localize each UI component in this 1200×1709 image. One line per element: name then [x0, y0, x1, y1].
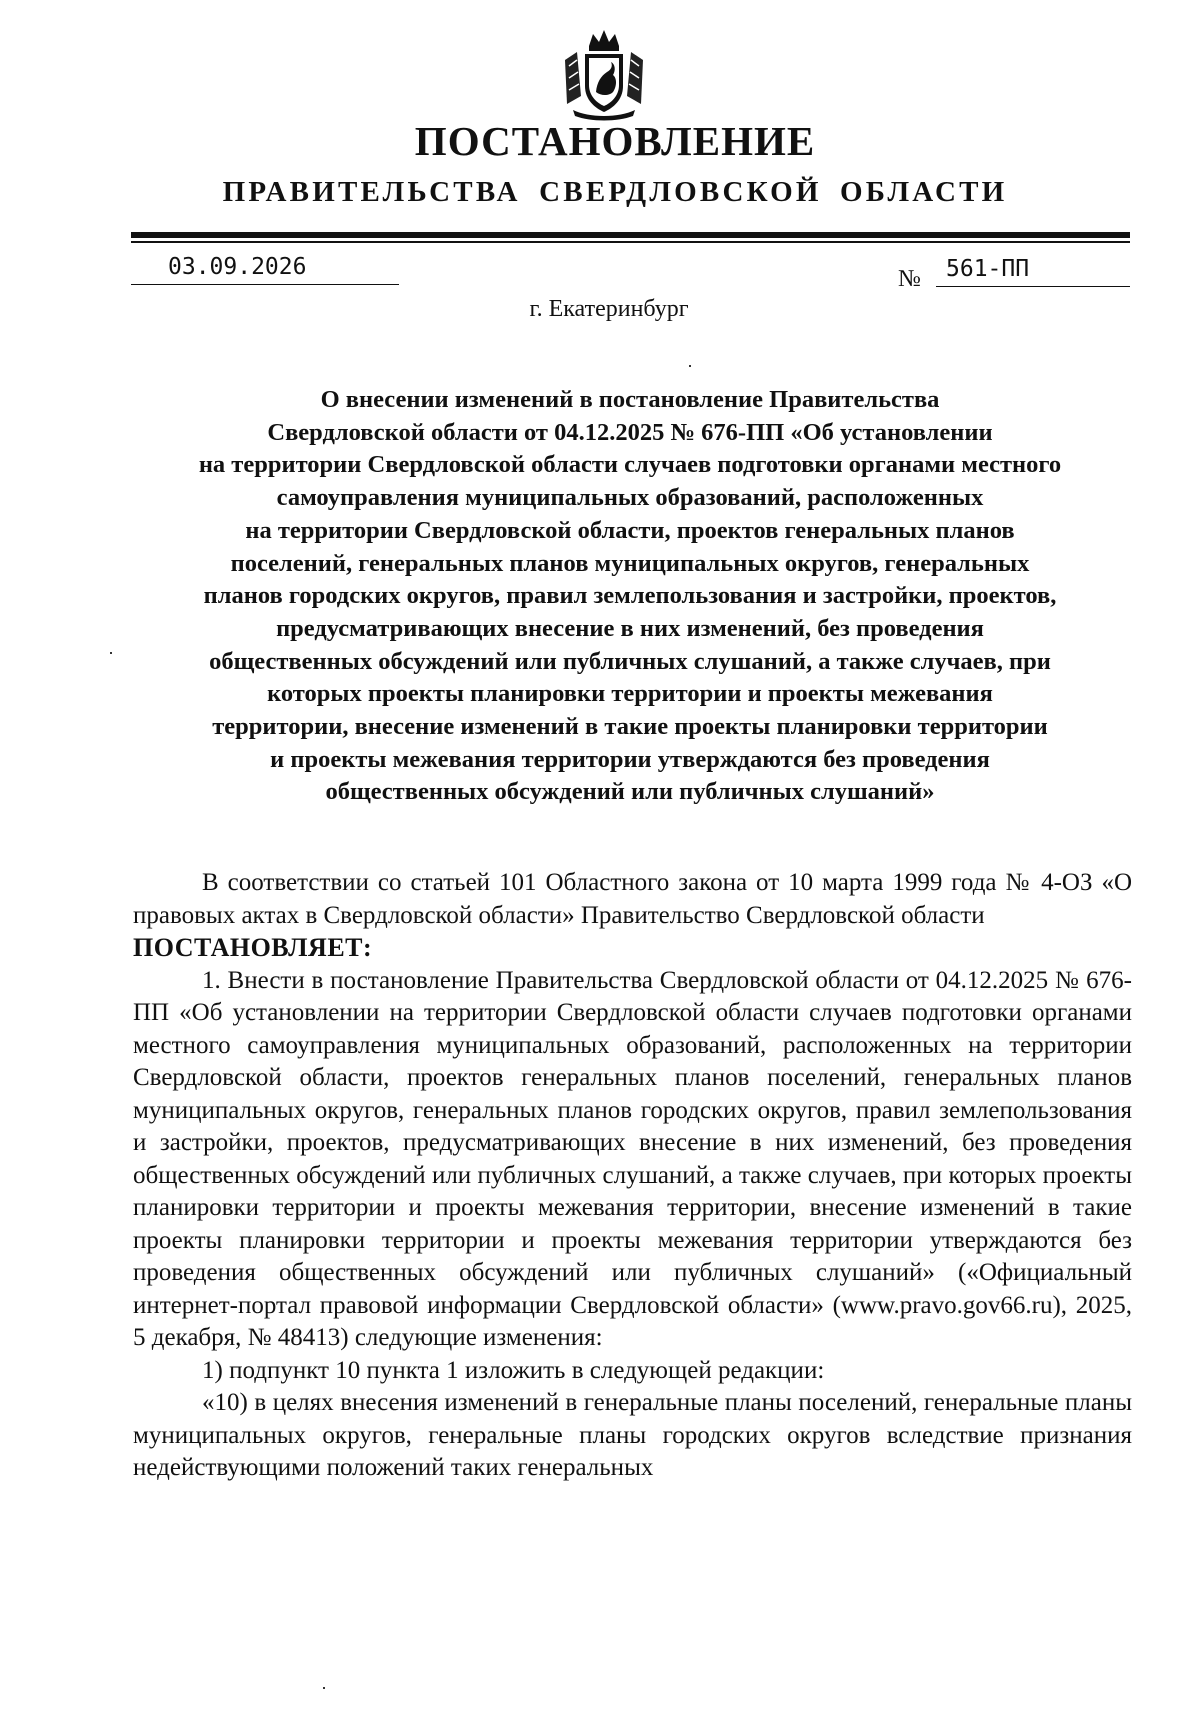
heading-line: и проекты межевания территории утверждаются без проведения [270, 745, 990, 773]
heading-line: на территории Свердловской области случаев подготовки органами местного [198, 451, 1062, 479]
coat-of-arms-icon [559, 26, 649, 122]
heading-line: самоуправления муниципальных образований, расположенных [276, 484, 984, 512]
preamble-paragraph: В соответствии со статьей 101 Областного закона от 10 марта 1999 года № 4-ОЗ «О правовых актах в Свердловской области» Правительство Свердловской области [133, 869, 1132, 929]
header-divider-thin [131, 241, 1130, 243]
heading-line: общественных обсуждений или публичных слушаний, а также случаев, при [209, 647, 1051, 675]
scan-speck [689, 365, 691, 367]
heading-line: на территории Свердловской области, проектов генеральных планов [245, 516, 1015, 544]
number-underline [936, 286, 1130, 287]
heading-line: поселений, генеральных планов муниципальных округов, генеральных [230, 549, 1030, 577]
heading-line: территории, внесение изменений в такие проекты планировки территории [212, 713, 1048, 741]
issuing-authority: ПРАВИТЕЛЬСТВА СВЕРДЛОВСКОЙ ОБЛАСТИ [222, 176, 1008, 208]
document-city: г. Екатеринбург [529, 296, 689, 322]
decree-word: ПОСТАНОВЛЯЕТ: [133, 933, 373, 962]
date-underline [131, 284, 399, 285]
heading-line: О внесении изменений в постановление Правительства [320, 386, 940, 413]
number-sign: № [898, 266, 921, 292]
document-type-title: ПОСТАНОВЛЕНИЕ [414, 118, 816, 164]
scan-speck [323, 1687, 325, 1689]
heading-line: которых проекты планировки территории и проекты межевания [267, 680, 993, 708]
heading-line: общественных обсуждений или публичных слушаний» [325, 778, 935, 806]
document-number: 561-ПП [946, 256, 1030, 282]
heading-line: предусматривающих внесение в них изменений, без проведения [276, 614, 984, 642]
item-1-paragraph: 1. Внести в постановление Правительства Свердловской области от 04.12.2025 № 676-ПП «Об установлении на территории Свердловской области случаев подготовки органами местного самоуправления муниципальных образований, расположенных на территории Свердловской области, проектов генеральных планов поселений, генеральных планов муниципальных округов, генеральных планов городских округов, правил землепользования и застройки, проектов, предусматривающих внесение в них изменений, без проведения общественных обсуждений или публичных слушаний, а также случаев, при которых проекты планировки территории и проекты межевания территории, внесение изменений в такие проекты планировки территории и проекты межевания территории утверждаются без проведения общественных обсуждений или публичных слушаний» («Официальный интернет-портал правовой информации Свердловской области» (www.pravo.gov66.ru), 2025, 5 декабря, № 48413) следующие изменения: [133, 966, 1132, 1351]
heading-line: планов городских округов, правил землепользования и застройки, проектов, [203, 582, 1057, 610]
subitem-1-paragraph: 1) подпункт 10 пункта 1 изложить в следующей редакции: [202, 1356, 825, 1384]
document-heading [120, 384, 1140, 809]
document-date: 03.09.2026 [168, 254, 307, 280]
quoted-subitem-10-paragraph: «10) в целях внесения изменений в генеральные планы поселений, генеральные планы муниципальных округов, генеральные планы городских округов вследствие признания недействующими положений таких генеральных [133, 1389, 1132, 1481]
document-body [133, 867, 1132, 1485]
header-divider-thick [131, 232, 1130, 238]
heading-line: Свердловской области от 04.12.2025 № 676-ПП «Об установлении [267, 418, 993, 446]
scan-speck [110, 652, 112, 654]
